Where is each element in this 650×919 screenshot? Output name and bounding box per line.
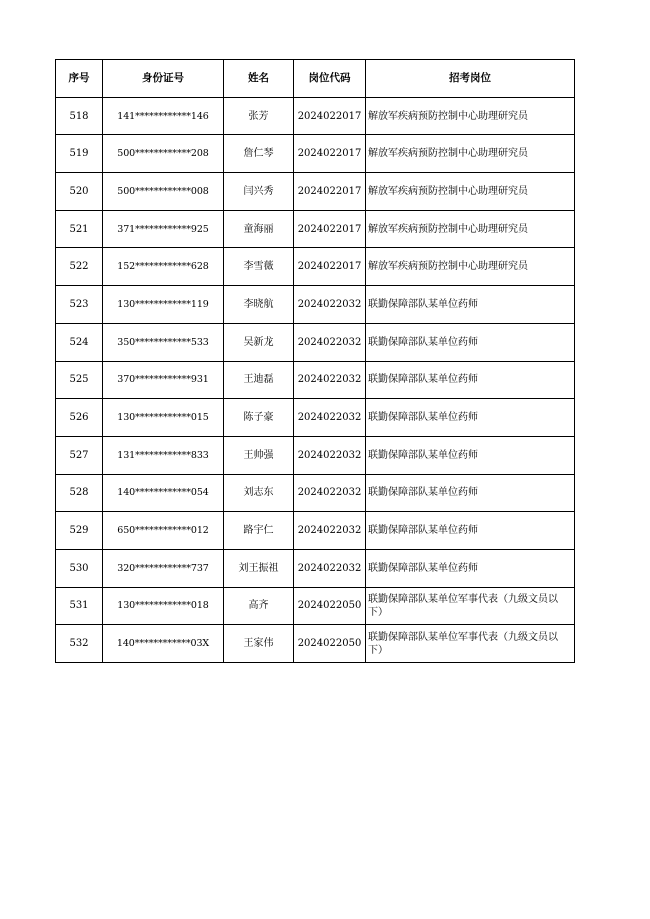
cell-position-code: 2024022017 bbox=[294, 135, 366, 173]
cell-name: 陈子豪 bbox=[224, 399, 294, 437]
header-position: 招考岗位 bbox=[366, 60, 575, 98]
table-row bbox=[56, 135, 575, 173]
cell-id-number: 141************146 bbox=[103, 97, 224, 135]
cell-position: 解放军疾病预防控制中心助理研究员 bbox=[366, 173, 575, 211]
cell-id-number: 130************018 bbox=[103, 587, 224, 625]
cell-position: 联勤保障部队某单位药师 bbox=[366, 549, 575, 587]
roster-table bbox=[55, 59, 575, 663]
cell-seq: 528 bbox=[56, 474, 103, 512]
cell-position: 联勤保障部队某单位药师 bbox=[366, 399, 575, 437]
cell-seq: 519 bbox=[56, 135, 103, 173]
cell-seq: 527 bbox=[56, 436, 103, 474]
table-row bbox=[56, 248, 575, 286]
cell-seq: 523 bbox=[56, 286, 103, 324]
cell-id-number: 131************833 bbox=[103, 436, 224, 474]
cell-id-number: 500************208 bbox=[103, 135, 224, 173]
table-header bbox=[56, 60, 575, 98]
cell-position: 联勤保障部队某单位药师 bbox=[366, 323, 575, 361]
cell-name: 詹仁琴 bbox=[224, 135, 294, 173]
cell-position-code: 2024022032 bbox=[294, 512, 366, 550]
cell-position-code: 2024022032 bbox=[294, 474, 366, 512]
cell-name: 刘王振祖 bbox=[224, 549, 294, 587]
cell-seq: 524 bbox=[56, 323, 103, 361]
cell-position: 解放军疾病预防控制中心助理研究员 bbox=[366, 97, 575, 135]
cell-seq: 526 bbox=[56, 399, 103, 437]
cell-seq: 520 bbox=[56, 173, 103, 211]
cell-seq: 522 bbox=[56, 248, 103, 286]
cell-name: 王家伟 bbox=[224, 625, 294, 663]
cell-position-code: 2024022032 bbox=[294, 323, 366, 361]
cell-id-number: 130************015 bbox=[103, 399, 224, 437]
table-row bbox=[56, 512, 575, 550]
cell-name: 吴新龙 bbox=[224, 323, 294, 361]
header-code: 岗位代码 bbox=[294, 60, 366, 98]
cell-position-code: 2024022017 bbox=[294, 173, 366, 211]
cell-seq: 530 bbox=[56, 549, 103, 587]
cell-name: 王帅强 bbox=[224, 436, 294, 474]
cell-seq: 521 bbox=[56, 210, 103, 248]
cell-seq: 529 bbox=[56, 512, 103, 550]
cell-id-number: 320************737 bbox=[103, 549, 224, 587]
cell-position-code: 2024022017 bbox=[294, 248, 366, 286]
cell-seq: 518 bbox=[56, 97, 103, 135]
cell-name: 李晓航 bbox=[224, 286, 294, 324]
cell-position-code: 2024022032 bbox=[294, 399, 366, 437]
cell-name: 高齐 bbox=[224, 587, 294, 625]
table-row bbox=[56, 549, 575, 587]
cell-position-code: 2024022050 bbox=[294, 587, 366, 625]
cell-position: 联勤保障部队某单位药师 bbox=[366, 474, 575, 512]
cell-position-code: 2024022032 bbox=[294, 361, 366, 399]
cell-id-number: 650************012 bbox=[103, 512, 224, 550]
cell-seq: 525 bbox=[56, 361, 103, 399]
cell-position: 解放军疾病预防控制中心助理研究员 bbox=[366, 135, 575, 173]
cell-id-number: 140************054 bbox=[103, 474, 224, 512]
cell-position: 联勤保障部队某单位军事代表（九级文员以下） bbox=[366, 625, 575, 663]
cell-position-code: 2024022017 bbox=[294, 97, 366, 135]
cell-position-code: 2024022032 bbox=[294, 436, 366, 474]
table-row bbox=[56, 210, 575, 248]
cell-id-number: 370************931 bbox=[103, 361, 224, 399]
table-body bbox=[56, 97, 575, 662]
header-id: 身份证号 bbox=[103, 60, 224, 98]
table-row bbox=[56, 399, 575, 437]
cell-id-number: 140************03X bbox=[103, 625, 224, 663]
cell-position-code: 2024022017 bbox=[294, 210, 366, 248]
header-name: 姓名 bbox=[224, 60, 294, 98]
table-row bbox=[56, 361, 575, 399]
table-row bbox=[56, 625, 575, 663]
cell-name: 王迪磊 bbox=[224, 361, 294, 399]
header-row bbox=[56, 60, 575, 98]
table-row bbox=[56, 474, 575, 512]
table-row bbox=[56, 323, 575, 361]
cell-position: 解放军疾病预防控制中心助理研究员 bbox=[366, 248, 575, 286]
cell-position-code: 2024022032 bbox=[294, 286, 366, 324]
table-row bbox=[56, 436, 575, 474]
cell-id-number: 500************008 bbox=[103, 173, 224, 211]
cell-position: 解放军疾病预防控制中心助理研究员 bbox=[366, 210, 575, 248]
cell-name: 刘志东 bbox=[224, 474, 294, 512]
cell-name: 童海丽 bbox=[224, 210, 294, 248]
cell-position: 联勤保障部队某单位军事代表（九级文员以下） bbox=[366, 587, 575, 625]
cell-seq: 531 bbox=[56, 587, 103, 625]
cell-id-number: 130************119 bbox=[103, 286, 224, 324]
table-row bbox=[56, 173, 575, 211]
cell-position: 联勤保障部队某单位药师 bbox=[366, 361, 575, 399]
cell-id-number: 152************628 bbox=[103, 248, 224, 286]
cell-position-code: 2024022050 bbox=[294, 625, 366, 663]
cell-name: 闫兴秀 bbox=[224, 173, 294, 211]
cell-id-number: 350************533 bbox=[103, 323, 224, 361]
cell-name: 张芳 bbox=[224, 97, 294, 135]
table-row bbox=[56, 97, 575, 135]
cell-seq: 532 bbox=[56, 625, 103, 663]
table-row bbox=[56, 286, 575, 324]
cell-name: 李雪薇 bbox=[224, 248, 294, 286]
cell-name: 路宇仁 bbox=[224, 512, 294, 550]
cell-position-code: 2024022032 bbox=[294, 549, 366, 587]
cell-position: 联勤保障部队某单位药师 bbox=[366, 436, 575, 474]
cell-position: 联勤保障部队某单位药师 bbox=[366, 286, 575, 324]
cell-position: 联勤保障部队某单位药师 bbox=[366, 512, 575, 550]
table-row bbox=[56, 587, 575, 625]
cell-id-number: 371************925 bbox=[103, 210, 224, 248]
header-seq: 序号 bbox=[56, 60, 103, 98]
